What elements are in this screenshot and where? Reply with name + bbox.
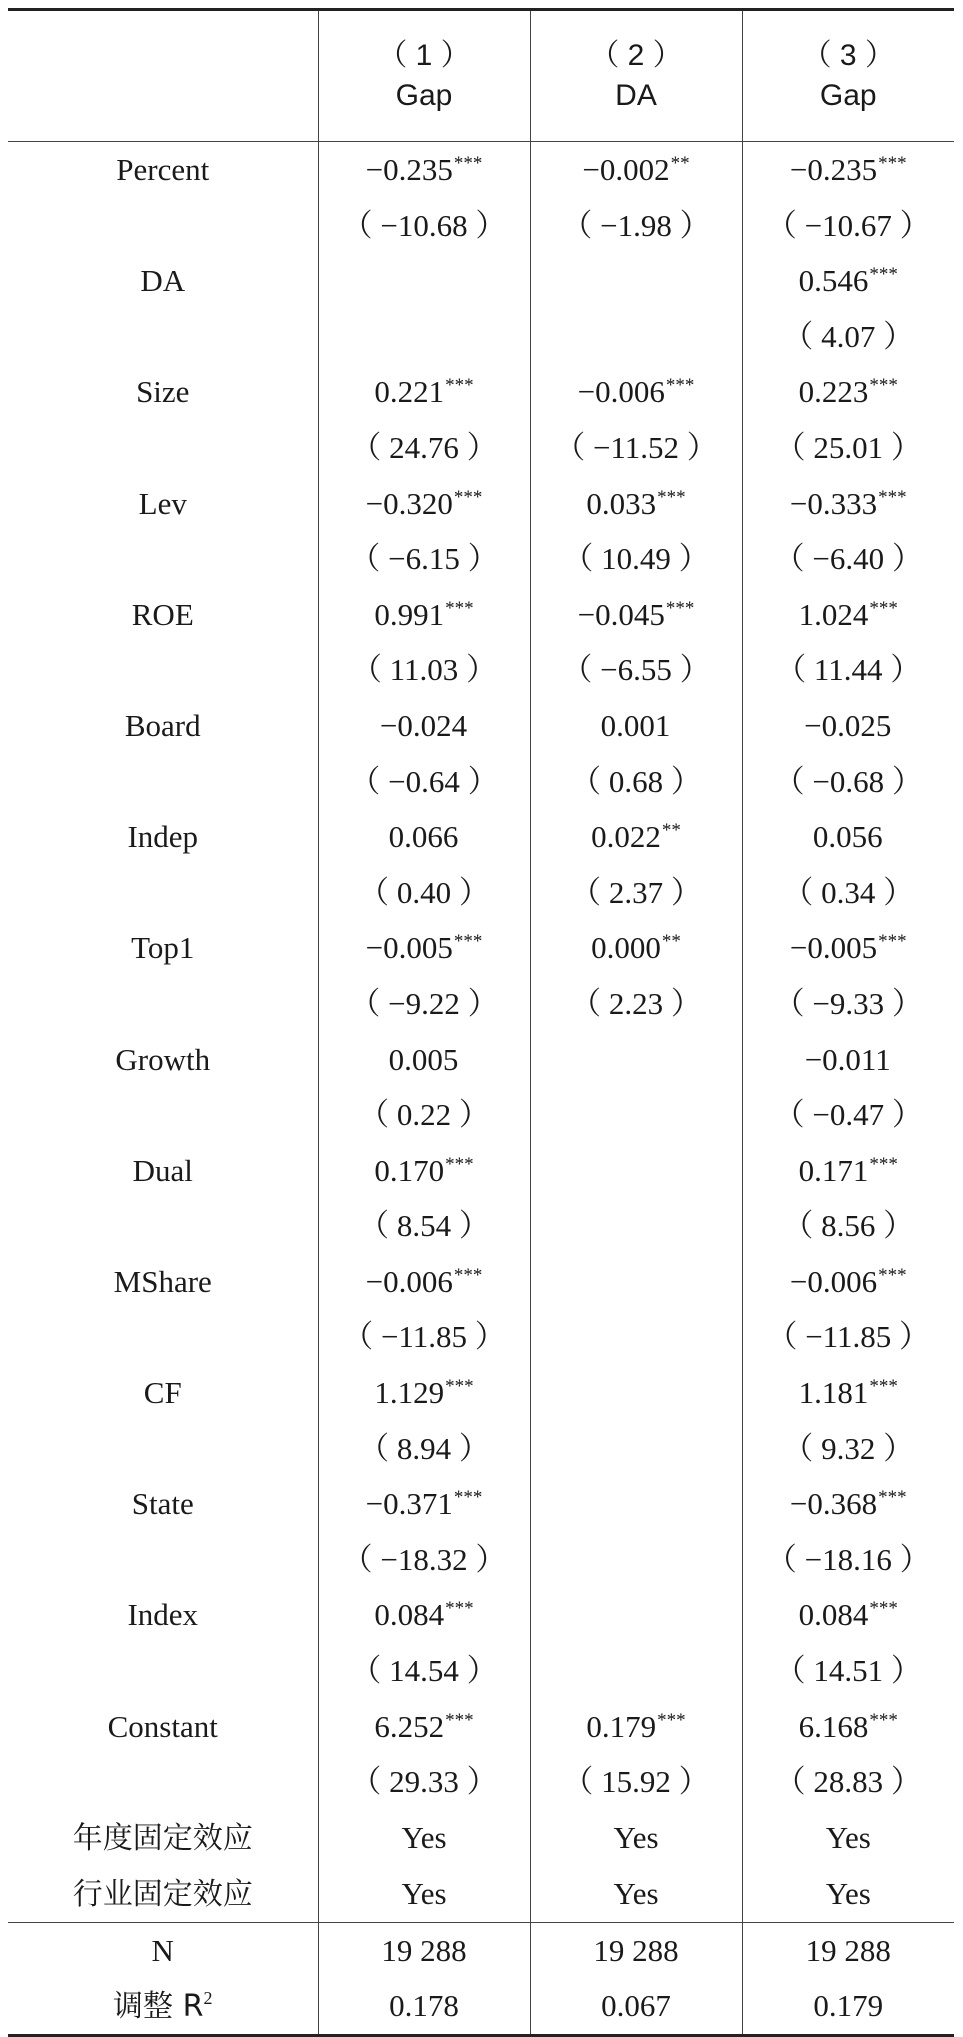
coef-cell-growth-1	[318, 1032, 530, 1088]
t-stat-cell-dual-1: （ 8.54 ）	[318, 1198, 530, 1254]
t-stat-cell-growth-1: （ 0.22 ）	[318, 1087, 530, 1143]
fixed-effect-row-1	[8, 1810, 954, 1866]
coef-cell-board-2	[530, 698, 742, 754]
coef-row-index	[8, 1587, 954, 1643]
t-row-stub	[8, 1198, 318, 1254]
variable-label-dual: Dual	[132, 1152, 193, 1188]
fixed-effect-row-2	[8, 1866, 954, 1923]
t-stat-cell-size-1: （ 24.76 ）	[318, 420, 530, 476]
t-row-percent	[8, 198, 954, 254]
t-stat-cell-indep-1: （ 0.40 ）	[318, 865, 530, 921]
coef-value: −0.045	[577, 596, 665, 632]
significance-stars: ***	[878, 1487, 907, 1509]
t-row-stub	[8, 1309, 318, 1365]
t-stat-cell-percent-1: （ −10.68 ）	[318, 198, 530, 254]
coef-value: −0.005	[789, 930, 878, 966]
significance-stars: ***	[453, 486, 483, 508]
t-stat-cell-roe-1: （ 11.03 ）	[318, 642, 530, 698]
t-row-stub	[8, 1421, 318, 1477]
significance-stars: ***	[445, 597, 474, 619]
significance-stars: ***	[665, 597, 695, 619]
coef-cell-mshare-2	[530, 1254, 742, 1310]
r2-label-sup: 2	[203, 1987, 213, 2008]
fixed-effect-label-text: 行业固定效应	[72, 1876, 253, 1912]
coef-cell-dual-2	[530, 1143, 742, 1199]
t-row-constant	[8, 1754, 954, 1810]
coef-cell-indep-2	[530, 809, 742, 865]
coef-value: 0.546	[798, 263, 869, 299]
coef-cell-size-2	[530, 364, 742, 420]
coef-value: 0.221	[374, 374, 445, 410]
t-row-indep	[8, 865, 954, 921]
fixed-effect-value-2: Yes	[530, 1810, 742, 1866]
t-row-dual	[8, 1198, 954, 1254]
t-row-stub	[8, 1643, 318, 1699]
significance-stars: ***	[657, 1709, 686, 1731]
header-stub	[8, 10, 318, 142]
coef-row-board	[8, 698, 954, 754]
significance-stars: ***	[453, 1487, 483, 1509]
fixed-effect-value-3: Yes	[742, 1810, 954, 1866]
variable-label-constant: Constant	[107, 1708, 218, 1744]
t-stat-cell-percent-2: （ −1.98 ）	[530, 198, 742, 254]
coef-value: 0.179	[586, 1708, 657, 1744]
header-col-1-dep: Gap	[395, 79, 453, 112]
t-stat-cell-mshare-1: （ −11.85 ）	[318, 1309, 530, 1365]
t-row-growth	[8, 1087, 954, 1143]
significance-stars: ***	[453, 931, 483, 953]
coef-cell-da-1	[318, 253, 530, 309]
fixed-effect-value-1: Yes	[318, 1810, 530, 1866]
significance-stars: ***	[445, 1709, 474, 1731]
variable-label-roe: ROE	[131, 596, 194, 632]
coef-cell-constant-1	[318, 1699, 530, 1755]
coef-cell-state-2	[530, 1476, 742, 1532]
n-row	[8, 1922, 954, 1978]
coef-value: −0.006	[789, 1263, 878, 1299]
t-row-stub	[8, 1754, 318, 1810]
coef-value: −0.371	[365, 1486, 453, 1522]
t-stat-cell-mshare-3: （ −11.85 ）	[742, 1309, 954, 1365]
table-body	[8, 142, 954, 1923]
t-stat-cell-percent-3: （ −10.67 ）	[742, 198, 954, 254]
t-row-lev	[8, 531, 954, 587]
coef-cell-growth-2	[530, 1032, 742, 1088]
t-row-stub	[8, 420, 318, 476]
t-stat-cell-board-3: （ −0.68 ）	[742, 754, 954, 810]
coef-value: −0.006	[577, 374, 665, 410]
t-stat-cell-indep-3: （ 0.34 ）	[742, 865, 954, 921]
header-col-1-num: （ 1 ）	[377, 39, 471, 72]
t-row-index	[8, 1643, 954, 1699]
significance-stars: **	[661, 820, 681, 842]
coef-cell-roe-1	[318, 587, 530, 643]
t-stat-cell-growth-2	[530, 1087, 742, 1143]
significance-stars: ***	[869, 375, 898, 397]
coef-row-roe	[8, 587, 954, 643]
significance-stars: ***	[445, 375, 474, 397]
variable-label-lev: Lev	[138, 485, 187, 521]
coef-row-lev	[8, 476, 954, 532]
coef-cell-mshare-3	[742, 1254, 954, 1310]
coef-cell-index-3	[742, 1587, 954, 1643]
t-row-stub	[8, 198, 318, 254]
variable-label-state: State	[131, 1486, 194, 1522]
coef-value: 0.223	[798, 374, 869, 410]
coef-value: 0.033	[586, 485, 657, 521]
coef-row-cf	[8, 1365, 954, 1421]
t-stat-cell-size-3: （ 25.01 ）	[742, 420, 954, 476]
coef-value: 6.252	[374, 1708, 445, 1744]
coef-cell-top1-3	[742, 920, 954, 976]
coef-cell-roe-3	[742, 587, 954, 643]
coef-cell-board-3	[742, 698, 954, 754]
significance-stars: ***	[453, 153, 483, 174]
header-col-3-num: （ 3 ）	[801, 39, 895, 72]
header-col-2-dep: DA	[615, 79, 657, 112]
coef-cell-index-1	[318, 1587, 530, 1643]
coef-value: 0.022	[591, 819, 661, 855]
r2-value-3: 0.179	[742, 1978, 954, 2036]
coef-cell-da-3	[742, 253, 954, 309]
fixed-effect-label	[8, 1810, 318, 1866]
t-stat-cell-constant-1: （ 29.33 ）	[318, 1754, 530, 1810]
coef-cell-index-2	[530, 1587, 742, 1643]
t-stat-cell-cf-2	[530, 1421, 742, 1477]
variable-label-top1: Top1	[131, 930, 195, 966]
t-stat-cell-state-3: （ −18.16 ）	[742, 1532, 954, 1588]
coef-cell-indep-3	[742, 809, 954, 865]
t-stat-cell-board-2: （ 0.68 ）	[530, 754, 742, 810]
fixed-effect-value-1: Yes	[318, 1866, 530, 1923]
r2-value-2: 0.067	[530, 1978, 742, 2036]
t-row-da	[8, 309, 954, 365]
t-row-stub	[8, 531, 318, 587]
header-col-2	[530, 10, 742, 142]
significance-stars: ***	[878, 486, 907, 508]
coef-value: −0.235	[365, 152, 453, 187]
coef-value: −0.005	[365, 930, 453, 966]
variable-label-board: Board	[124, 707, 201, 743]
significance-stars: ***	[878, 153, 907, 174]
significance-stars: **	[661, 931, 681, 953]
t-stat-cell-cf-1: （ 8.94 ）	[318, 1421, 530, 1477]
t-stat-cell-lev-2: （ 10.49 ）	[530, 531, 742, 587]
t-stat-cell-index-3: （ 14.51 ）	[742, 1643, 954, 1699]
coef-cell-cf-2	[530, 1365, 742, 1421]
coef-cell-lev-2	[530, 476, 742, 532]
significance-stars: ***	[869, 1376, 898, 1398]
coef-row-constant	[8, 1699, 954, 1755]
n-label: N	[151, 1932, 174, 1968]
coef-cell-size-3	[742, 364, 954, 420]
significance-stars: ***	[445, 1153, 474, 1175]
coef-cell-roe-2	[530, 587, 742, 643]
significance-stars: **	[670, 153, 690, 174]
coef-cell-size-1	[318, 364, 530, 420]
t-stat-cell-mshare-2	[530, 1309, 742, 1365]
t-row-stub	[8, 865, 318, 921]
t-stat-cell-lev-3: （ −6.40 ）	[742, 531, 954, 587]
coef-cell-percent-3	[742, 142, 954, 198]
coef-row-indep	[8, 809, 954, 865]
t-stat-cell-top1-2: （ 2.23 ）	[530, 976, 742, 1032]
r2-label-text: 调整 R	[113, 1988, 204, 2024]
variable-label-size: Size	[136, 374, 190, 410]
t-row-stub	[8, 1087, 318, 1143]
coef-cell-lev-1	[318, 476, 530, 532]
t-stat-cell-top1-1: （ −9.22 ）	[318, 976, 530, 1032]
significance-stars: ***	[445, 1598, 474, 1620]
fixed-effect-label-text: 年度固定效应	[72, 1820, 253, 1856]
coef-cell-da-2	[530, 253, 742, 309]
coef-cell-cf-3	[742, 1365, 954, 1421]
coef-cell-constant-3	[742, 1699, 954, 1755]
t-stat-cell-dual-3: （ 8.56 ）	[742, 1198, 954, 1254]
coef-value: 0.005	[388, 1041, 459, 1077]
t-stat-cell-index-1: （ 14.54 ）	[318, 1643, 530, 1699]
significance-stars: ***	[869, 1153, 898, 1175]
t-stat-cell-lev-1: （ −6.15 ）	[318, 531, 530, 587]
r2-row	[8, 1978, 954, 2036]
t-stat-cell-indep-2: （ 2.37 ）	[530, 865, 742, 921]
coef-row-size	[8, 364, 954, 420]
coef-cell-state-1	[318, 1476, 530, 1532]
variable-label-da: DA	[140, 263, 186, 299]
fixed-effect-label	[8, 1866, 318, 1923]
t-stat-cell-index-2	[530, 1643, 742, 1699]
t-row-stub	[8, 754, 318, 810]
t-stat-cell-da-3: （ 4.07 ）	[742, 309, 954, 365]
coef-value: −0.006	[365, 1263, 453, 1299]
variable-label-cf: CF	[143, 1375, 182, 1411]
coef-cell-dual-1	[318, 1143, 530, 1199]
r2-label	[8, 1978, 318, 2036]
coef-row-top1	[8, 920, 954, 976]
coef-cell-mshare-1	[318, 1254, 530, 1310]
t-row-stub	[8, 1532, 318, 1588]
t-row-board	[8, 754, 954, 810]
header-col-3-dep: Gap	[819, 79, 877, 112]
coef-cell-percent-1	[318, 142, 530, 198]
t-stat-cell-roe-3: （ 11.44 ）	[742, 642, 954, 698]
variable-label-growth: Growth	[115, 1041, 211, 1077]
t-row-state	[8, 1532, 954, 1588]
coef-value: 0.084	[798, 1597, 869, 1633]
coef-value: 0.991	[374, 596, 445, 632]
header-row	[8, 10, 954, 142]
coef-row-state	[8, 1476, 954, 1532]
t-row-roe	[8, 642, 954, 698]
header-col-3	[742, 10, 954, 142]
t-row-mshare	[8, 1309, 954, 1365]
variable-label-indep: Indep	[127, 819, 199, 855]
coef-value: −0.235	[789, 152, 878, 187]
fixed-effect-value-3: Yes	[742, 1866, 954, 1923]
t-stat-cell-size-2: （ −11.52 ）	[530, 420, 742, 476]
coef-value: 0.084	[374, 1597, 445, 1633]
coef-value: 0.056	[812, 819, 883, 855]
t-stat-cell-state-2	[530, 1532, 742, 1588]
significance-stars: ***	[878, 1264, 907, 1286]
coef-cell-top1-1	[318, 920, 530, 976]
variable-label-percent: Percent	[116, 152, 210, 187]
coef-value: 1.129	[374, 1375, 445, 1411]
regression-table-container	[8, 8, 954, 2037]
coef-cell-dual-3	[742, 1143, 954, 1199]
coef-value: −0.002	[582, 152, 670, 187]
coef-cell-cf-1	[318, 1365, 530, 1421]
t-stat-cell-constant-3: （ 28.83 ）	[742, 1754, 954, 1810]
coef-value: 0.000	[591, 930, 661, 966]
variable-label-mshare: MShare	[113, 1263, 212, 1299]
coef-cell-percent-2	[530, 142, 742, 198]
regression-table	[8, 8, 954, 2037]
coef-value: 0.170	[374, 1152, 445, 1188]
t-stat-cell-board-1: （ −0.64 ）	[318, 754, 530, 810]
significance-stars: ***	[657, 486, 686, 508]
coef-value: −0.333	[789, 485, 878, 521]
t-stat-cell-roe-2: （ −6.55 ）	[530, 642, 742, 698]
coef-cell-indep-1	[318, 809, 530, 865]
significance-stars: ***	[869, 597, 898, 619]
significance-stars: ***	[665, 375, 695, 397]
r2-value-1: 0.178	[318, 1978, 530, 2036]
significance-stars: ***	[445, 1376, 474, 1398]
coef-value: −0.011	[804, 1041, 891, 1077]
n-value-1: 19 288	[318, 1922, 530, 1978]
coef-cell-top1-2	[530, 920, 742, 976]
coef-value: −0.025	[804, 707, 892, 743]
n-value-2: 19 288	[530, 1922, 742, 1978]
variable-label-index: Index	[127, 1597, 199, 1633]
coef-row-percent	[8, 142, 954, 198]
header-col-1	[318, 10, 530, 142]
t-stat-cell-da-1	[318, 309, 530, 365]
coef-value: 0.171	[798, 1152, 869, 1188]
coef-value: 1.181	[798, 1375, 869, 1411]
coef-cell-lev-3	[742, 476, 954, 532]
t-row-stub	[8, 309, 318, 365]
t-stat-cell-state-1: （ −18.32 ）	[318, 1532, 530, 1588]
coef-value: 1.024	[798, 596, 869, 632]
coef-value: 6.168	[798, 1708, 869, 1744]
t-row-top1	[8, 976, 954, 1032]
fixed-effect-value-2: Yes	[530, 1866, 742, 1923]
significance-stars: ***	[878, 931, 907, 953]
t-row-cf	[8, 1421, 954, 1477]
t-row-size	[8, 420, 954, 476]
coef-cell-board-1	[318, 698, 530, 754]
coef-row-dual	[8, 1143, 954, 1199]
significance-stars: ***	[869, 1709, 898, 1731]
coef-row-growth	[8, 1032, 954, 1088]
coef-row-da	[8, 253, 954, 309]
coef-cell-growth-3	[742, 1032, 954, 1088]
table-footer	[8, 1922, 954, 2035]
coef-value: 0.066	[388, 819, 459, 855]
significance-stars: ***	[869, 264, 898, 286]
t-stat-cell-top1-3: （ −9.33 ）	[742, 976, 954, 1032]
t-stat-cell-da-2	[530, 309, 742, 365]
coef-row-mshare	[8, 1254, 954, 1310]
coef-value: −0.320	[365, 485, 453, 521]
t-row-stub	[8, 976, 318, 1032]
coef-value: −0.024	[379, 707, 468, 743]
coef-cell-state-3	[742, 1476, 954, 1532]
n-value-3: 19 288	[742, 1922, 954, 1978]
t-stat-cell-cf-3: （ 9.32 ）	[742, 1421, 954, 1477]
significance-stars: ***	[453, 1264, 483, 1286]
coef-value: −0.368	[789, 1486, 878, 1522]
header-col-2-num: （ 2 ）	[589, 39, 683, 72]
significance-stars: ***	[869, 1598, 898, 1620]
t-stat-cell-constant-2: （ 15.92 ）	[530, 1754, 742, 1810]
coef-cell-constant-2	[530, 1699, 742, 1755]
coef-value: 0.001	[600, 707, 671, 743]
t-row-stub	[8, 642, 318, 698]
t-stat-cell-dual-2	[530, 1198, 742, 1254]
t-stat-cell-growth-3: （ −0.47 ）	[742, 1087, 954, 1143]
